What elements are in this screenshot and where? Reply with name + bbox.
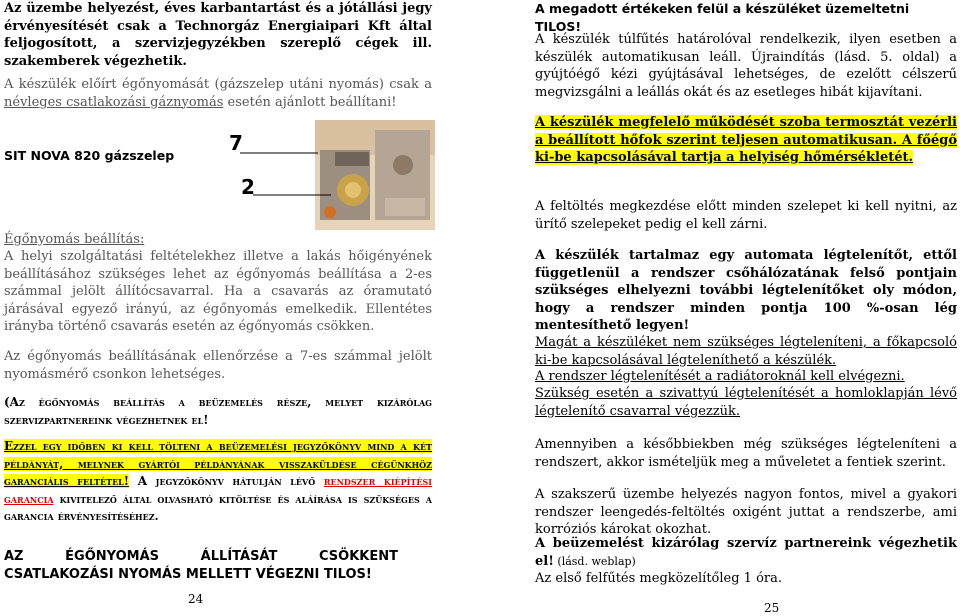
warning-text-f: kivitelező által olvasható kitöltése és aláírása is szükséges a garancia érvényesítéséhez. <box>4 491 432 523</box>
pressure-text-a: A készülék előírt égőnyomását (gázszelep utáni nyomás) csak a <box>4 77 432 92</box>
pressure-setting-heading: Égőnyomás beállítás: <box>4 232 145 247</box>
pressure-paragraph <box>4 76 432 111</box>
intro-paragraph: Az üzembe helyezést, éves karbantartást és a jótállási jegy érvényesítését csak a Technorgáz Energiaipari Kft által feljogosított, a szervizjegyzékben szereplő cégek ill. szakemberek végezhetik. <box>4 1 432 69</box>
warning-text-e: rendszer kiépítési garancia <box>4 474 432 506</box>
pressure-text-b: esetén ajánlott beállítani! <box>223 94 397 110</box>
caps-note: (Az égőnyomás beállítás a beüzemelés része, melyet kizárólag szervizpartnereink végezhetnek el! <box>4 395 432 427</box>
right-p7: A rendszer légtelenítését a radiátoroknál kell elvégezni. <box>535 369 905 384</box>
warning-text-a: Ezzel egy időben ki kell tölteni a <box>4 439 219 453</box>
page-number-right: 25 <box>764 601 780 615</box>
pointer-line-7 <box>240 150 320 156</box>
label-7: 7 <box>229 131 243 155</box>
right-p10: A szakszerű üzembe helyezés nagyon fontos, mivel a gyakori rendszer leengedés-feltöltés oxigént juttat a rendszerbe, ami korróziós károkat okozhat. <box>535 487 957 537</box>
right-p8: Szükség esetén a szivattyú légtelenítését a homloklapján lévő légtelenítő csavarral végezzük. <box>535 386 957 419</box>
warning-text-d: A jegyzőkönyv hátulján lévő <box>129 474 324 488</box>
right-p12: Az első felfűtés megközelítőleg 1 óra. <box>535 571 783 586</box>
right-p3 <box>535 114 957 167</box>
pressure-link-text: névleges csatlakozási gáznyomás <box>4 94 224 110</box>
right-p2: A készülék túlfűtés határolóval rendelkezik, ilyen esetben a készülék automatikusan leáll. Újraindítás (lásd. 5. oldal) a gyújtóégő kézi gyújtásával lehetséges, de ezelőtt célszerű megvizsgálni a leállás okát és az esetleges hibát kijavítani. <box>535 32 957 100</box>
right-p3-text: A készülék megfelelő működését szoba termosztát vezérli a beállított hőfok szerint teljesen automatikusan. A főégő ki-be kapcsolásával tartja a helyiség hőmérsékletét. <box>535 115 957 165</box>
label-2: 2 <box>241 175 255 199</box>
gas-valve-photo <box>315 120 435 230</box>
right-p9: Amennyiben a későbbiekben még szükséges légteleníteni a rendszert, akkor ismételjük meg a műveletet a fentiek szerint. <box>535 437 957 470</box>
final-warning: AZ ÉGŐNYOMÁS ÁLLÍTÁSÁT CSÖKKENT CSATLAKOZÁSI NYOMÁS MELLETT VÉGEZNI TILOS! <box>4 549 398 582</box>
valve-title: SIT NOVA 820 gázszelep <box>4 148 175 163</box>
page-number-left: 24 <box>188 592 204 606</box>
warning-text-b: beüzemelési jegyzőkönyv <box>218 439 362 453</box>
warranty-warning <box>4 438 432 526</box>
right-p4: A feltöltés megkezdése előtt minden szelepet ki kell nyitni, az ürítő szelepeket pedig el kell zárni. <box>535 199 957 232</box>
right-p6: Magát a készüléket nem szükséges légteleníteni, a főkapcsoló ki-be kapcsolásával légteleníthető a készülék. <box>535 335 957 368</box>
right-p11 <box>535 535 957 570</box>
warning-text-c: mind a két példányát, melynek gyártói példányának visszaküldése cégünkhöz garanciális feltétel! <box>4 439 432 488</box>
pressure-setting-body: A helyi szolgáltatási feltételekhez illetve a lakás hőigényének beállításához szükséges lehet az égőnyomás beállítása a 2-es számmal jelölt állítócsavarral. Ha a csavarás az óramutató járásával egyező irányú, az égőnyomás emelkedik. Ellentétes irányba történő csavarás esetén az égőnyomás csökken. <box>4 249 432 334</box>
right-p5: A készülék tartalmaz egy automata légtelenítőt, ettől függetlenül a rendszer csőhálózatának felső pontjain szükséges elhelyezni további légtelenítőket oly módon, hogy a rendszer minden pontja 100 %-osan lég mentesíthető legyen! <box>535 248 957 333</box>
right-p11-small: (lásd. weblap) <box>553 554 636 568</box>
right-p11-text: A beüzemelést kizárólag szervíz partnereink végezhetik el! <box>535 536 957 569</box>
pressure-check-body: Az égőnyomás beállításának ellenőrzése a 7-es számmal jelölt nyomásmérő csonkon lehetséges. <box>4 349 432 382</box>
right-p1: A megadott értékeken felül a készüléket üzemeltetni TILOS! <box>535 1 910 34</box>
pointer-line-2 <box>253 192 333 198</box>
